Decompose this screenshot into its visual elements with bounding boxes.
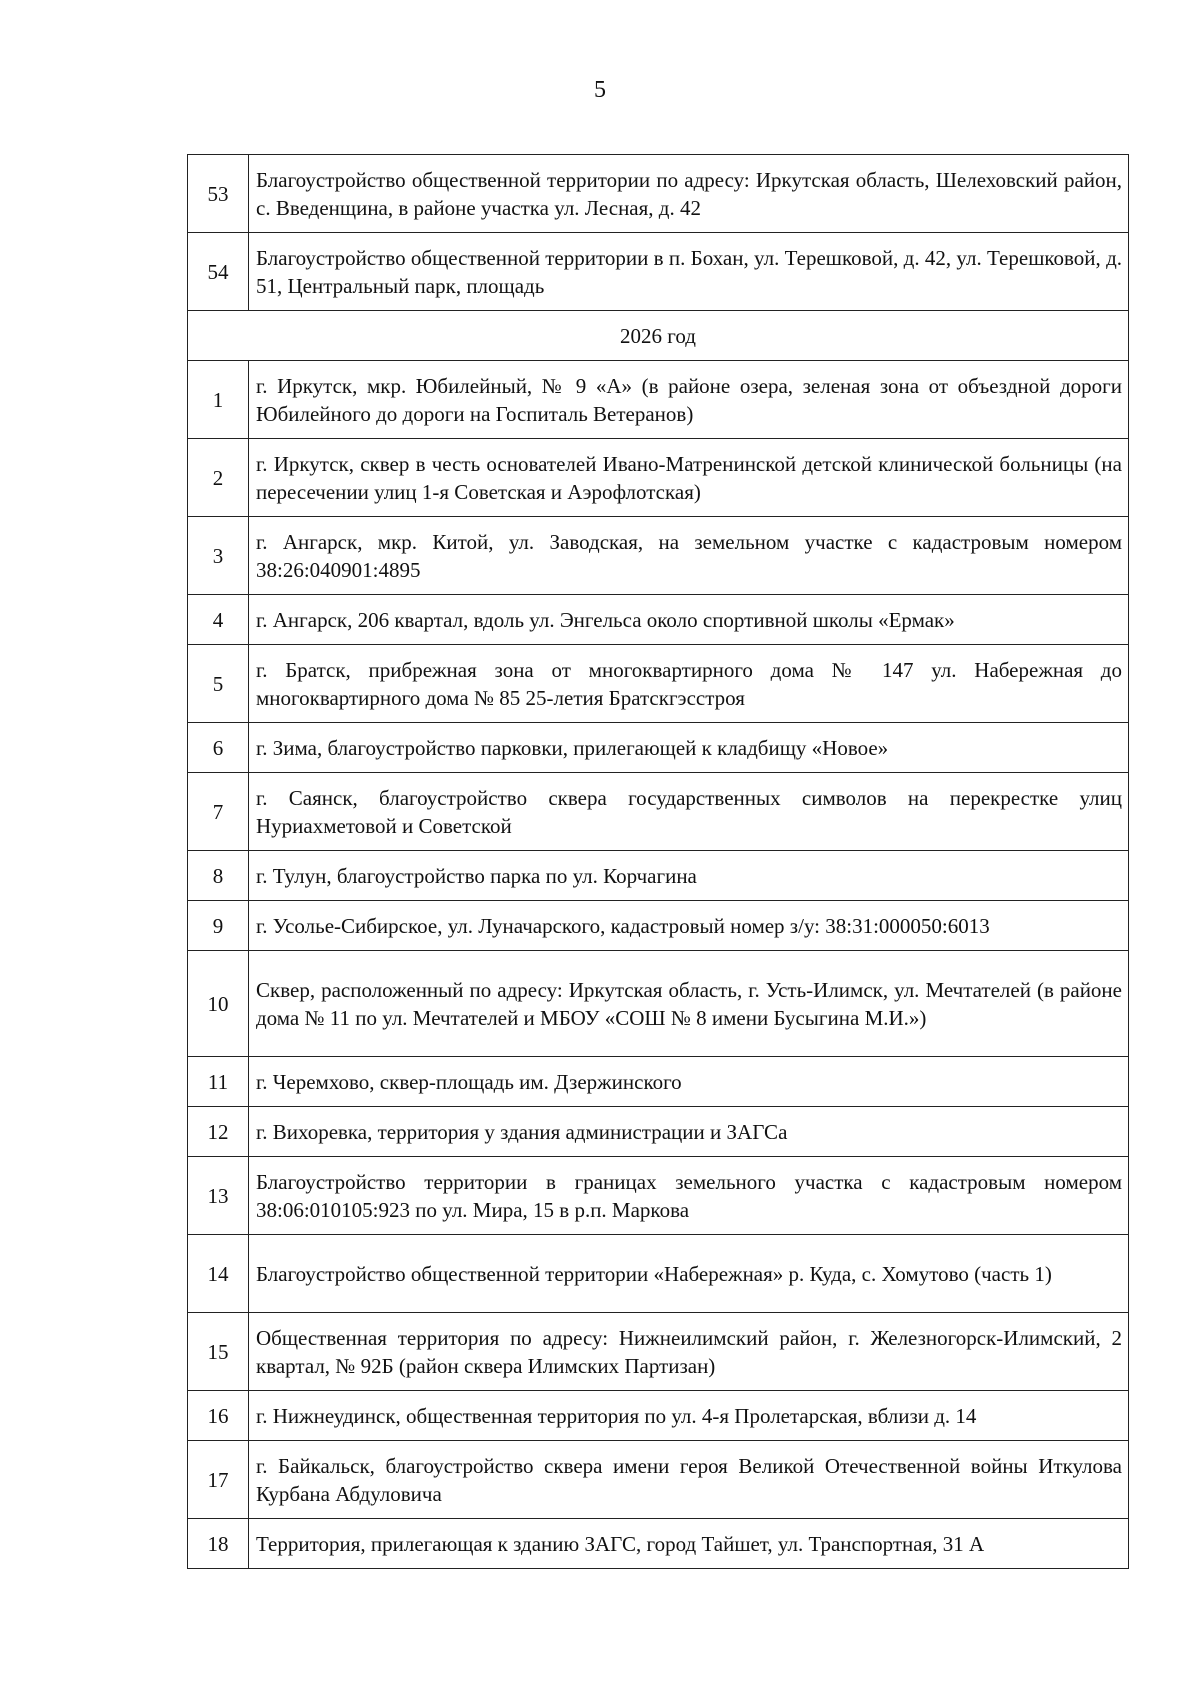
row-number: 8 xyxy=(188,851,249,901)
year-header-row xyxy=(188,311,1129,361)
row-description: г. Ангарск, мкр. Китой, ул. Заводская, на земельном участке с кадастровым номером 38:26:040901:4895 xyxy=(249,517,1129,595)
year-header: 2026 год xyxy=(188,311,1129,361)
table-row xyxy=(188,233,1129,311)
row-description: г. Иркутск, сквер в честь основателей Ивано-Матренинской детской клинической больницы (на пересечении улиц 1-я Советская и Аэрофлотская) xyxy=(249,439,1129,517)
table-row xyxy=(188,1107,1129,1157)
row-number: 17 xyxy=(188,1441,249,1519)
table-row xyxy=(188,773,1129,851)
row-description: г. Черемхово, сквер-площадь им. Дзержинского xyxy=(249,1057,1129,1107)
row-description: г. Иркутск, мкр. Юбилейный, № 9 «А» (в районе озера, зеленая зона от объездной дороги Юбилейного до дороги на Госпиталь Ветеранов) xyxy=(249,361,1129,439)
page-number: 5 xyxy=(594,77,606,103)
row-description: г. Саянск, благоустройство сквера государственных символов на перекрестке улиц Нуриахметовой и Советской xyxy=(249,773,1129,851)
table-row xyxy=(188,517,1129,595)
row-description: Благоустройство общественной территории «Набережная» р. Куда, с. Хомутово (часть 1) xyxy=(249,1235,1129,1313)
row-description: г. Нижнеудинск, общественная территория по ул. 4-я Пролетарская, вблизи д. 14 xyxy=(249,1391,1129,1441)
table-row xyxy=(188,1057,1129,1107)
row-description: г. Тулун, благоустройство парка по ул. Корчагина xyxy=(249,851,1129,901)
row-number: 54 xyxy=(188,233,249,311)
row-number: 11 xyxy=(188,1057,249,1107)
table-row xyxy=(188,439,1129,517)
row-description: Благоустройство территории в границах земельного участка с кадастровым номером 38:06:010105:923 по ул. Мира, 15 в р.п. Маркова xyxy=(249,1157,1129,1235)
table-row xyxy=(188,1157,1129,1235)
row-description: Сквер, расположенный по адресу: Иркутская область, г. Усть-Илимск, ул. Мечтателей (в районе дома № 11 по ул. Мечтателей и МБОУ «СОШ № 8 имени Бусыгина М.И.») xyxy=(249,951,1129,1057)
row-number: 7 xyxy=(188,773,249,851)
table-row xyxy=(188,1313,1129,1391)
row-number: 5 xyxy=(188,645,249,723)
row-number: 12 xyxy=(188,1107,249,1157)
row-number: 9 xyxy=(188,901,249,951)
row-description: г. Вихоревка, территория у здания администрации и ЗАГСа xyxy=(249,1107,1129,1157)
row-description: Территория, прилегающая к зданию ЗАГС, город Тайшет, ул. Транспортная, 31 А xyxy=(249,1519,1129,1569)
row-description: г. Усолье-Сибирское, ул. Луначарского, кадастровый номер з/у: 38:31:000050:6013 xyxy=(249,901,1129,951)
table-row xyxy=(188,1391,1129,1441)
row-description: Общественная территория по адресу: Нижнеилимский район, г. Железногорск-Илимский, 2 квартал, № 92Б (район сквера Илимских Партизан) xyxy=(249,1313,1129,1391)
table-row xyxy=(188,901,1129,951)
row-number: 14 xyxy=(188,1235,249,1313)
row-number: 3 xyxy=(188,517,249,595)
territories-table xyxy=(187,154,1129,1569)
row-description: г. Братск, прибрежная зона от многоквартирного дома № 147 ул. Набережная до многоквартирного дома № 85 25-летия Братскгэсстроя xyxy=(249,645,1129,723)
row-description: г. Зима, благоустройство парковки, прилегающей к кладбищу «Новое» xyxy=(249,723,1129,773)
row-description: Благоустройство общественной территории по адресу: Иркутская область, Шелеховский район, с. Введенщина, в районе участка ул. Лесная, д. 42 xyxy=(249,155,1129,233)
table-row xyxy=(188,595,1129,645)
row-description: г. Байкальск, благоустройство сквера имени героя Великой Отечественной войны Иткулова Курбана Абдуловича xyxy=(249,1441,1129,1519)
table-row xyxy=(188,1519,1129,1569)
row-number: 18 xyxy=(188,1519,249,1569)
row-number: 1 xyxy=(188,361,249,439)
table-row xyxy=(188,951,1129,1057)
table-row xyxy=(188,1441,1129,1519)
table-row xyxy=(188,1235,1129,1313)
row-number: 6 xyxy=(188,723,249,773)
row-number: 15 xyxy=(188,1313,249,1391)
table-row xyxy=(188,155,1129,233)
row-number: 10 xyxy=(188,951,249,1057)
row-description: Благоустройство общественной территории в п. Бохан, ул. Терешковой, д. 42, ул. Терешковой, д. 51, Центральный парк, площадь xyxy=(249,233,1129,311)
table-row xyxy=(188,645,1129,723)
row-number: 2 xyxy=(188,439,249,517)
row-number: 4 xyxy=(188,595,249,645)
row-description: г. Ангарск, 206 квартал, вдоль ул. Энгельса около спортивной школы «Ермак» xyxy=(249,595,1129,645)
table-row xyxy=(188,851,1129,901)
row-number: 13 xyxy=(188,1157,249,1235)
table-row xyxy=(188,361,1129,439)
row-number: 16 xyxy=(188,1391,249,1441)
table-row xyxy=(188,723,1129,773)
row-number: 53 xyxy=(188,155,249,233)
